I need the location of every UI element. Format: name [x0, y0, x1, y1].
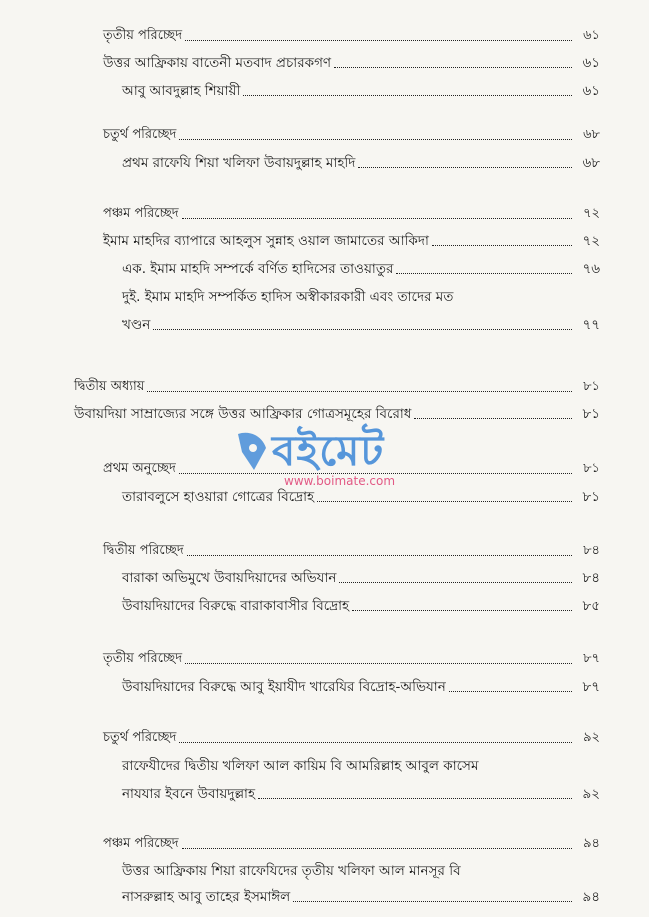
dot-leader [352, 610, 572, 611]
toc-entry [103, 27, 600, 45]
dot-leader [185, 663, 572, 664]
toc-entry-page: ৯৪ [583, 836, 600, 851]
toc-entry-title: উত্তর আফ্রিকায় বাতেনী মতবাদ প্রচারকগণ [103, 55, 332, 71]
dot-leader [153, 329, 572, 330]
toc-entry-title: নাসরুল্লাহ আবু তাহের ইসমাঈল [122, 889, 291, 905]
dot-leader [293, 901, 572, 902]
toc-entry [122, 82, 600, 100]
toc-entry-title: আবু আবদুল্লাহ শিয়ায়ী [122, 83, 241, 99]
toc-entry-page: ৮৫ [582, 598, 600, 614]
toc-entry-page: ৭২ [582, 233, 600, 249]
toc-entry-title: দ্বিতীয় পরিচ্ছেদ [103, 543, 184, 558]
toc-entry [122, 316, 600, 334]
toc-entry-page: ৬৮ [582, 155, 600, 171]
dot-leader [182, 848, 572, 849]
dot-leader [317, 501, 572, 502]
toc-entry [122, 678, 600, 696]
toc-entry-page: ৮৪ [583, 543, 600, 558]
toc-entry-title: উত্তর আফ্রিকায় শিয়া রাফেযিদের তৃতীয় খলিফা আল মানসূর বি [122, 863, 461, 879]
toc-entry-page: ৭৬ [582, 261, 600, 277]
toc-entry-page: ৬৮ [583, 127, 600, 142]
pen-nib-icon [232, 428, 272, 474]
toc-entry [122, 888, 600, 906]
toc-entry-title: এক. ইমাম মাহদি সম্পর্কে বর্ণিত হাদিসের তাওয়াতুর [122, 261, 394, 277]
toc-entry-page: ৯২ [583, 730, 600, 745]
toc-entry-title: রাফেযীদের দ্বিতীয় খলিফা আল কায়িম বি আমরিল্লাহ আবুল কাসেম [122, 758, 479, 774]
toc-entry-title: পঞ্চম পরিচ্ছেদ [103, 206, 179, 221]
watermark-logo [232, 418, 422, 498]
dot-leader [339, 582, 572, 583]
toc-entry [122, 154, 600, 172]
toc-entry-page: ৭৭ [582, 317, 600, 333]
toc-entry-title: উবায়দিয়াদের বিরুদ্ধে আবু ইয়াযীদ খারেযির বিদ্রোহ-অভিযান [122, 679, 446, 695]
dot-leader [243, 95, 572, 96]
toc-entry [103, 650, 600, 668]
dot-leader [179, 139, 572, 140]
dot-leader [179, 742, 572, 743]
toc-entry-title: খণ্ডন [122, 317, 151, 333]
toc-entry [74, 378, 600, 396]
watermark-url: www.boimate.com [284, 474, 396, 488]
toc-entry-title: বারাকা অভিমুখে উবায়দিয়াদের অভিযান [122, 570, 337, 586]
toc-entry [122, 597, 600, 615]
dot-leader [334, 67, 572, 68]
toc-entry-page: ৬১ [582, 55, 600, 71]
dot-leader [147, 391, 572, 392]
toc-entry [122, 569, 600, 587]
toc-entry-page: ৭২ [583, 206, 600, 221]
toc-entry-page: ৮১ [583, 461, 600, 476]
toc-entry-title: তারাবলুসে হাওয়ারা গোত্রের বিদ্রোহ [122, 489, 315, 505]
dot-leader [432, 245, 572, 246]
toc-entry-title: উবায়দিয়াদের বিরুদ্ধে বারাকাবাসীর বিদ্রোহ [122, 598, 350, 614]
toc-entry-title: ইমাম মাহদির ব্যাপারে আহলুস সুন্নাহ ওয়াল জামাতের আকিদা [103, 233, 429, 249]
dot-leader [258, 798, 572, 799]
toc-entry-page: ৬১ [582, 83, 600, 99]
dot-leader [185, 40, 572, 41]
toc-entry-page: ৬১ [583, 28, 600, 43]
toc-entry [103, 126, 600, 144]
toc-entry-title: প্রথম অনুচ্ছেদ [103, 461, 176, 476]
toc-entry-page: ৮৪ [582, 570, 600, 586]
toc-entry-page: ৮১ [582, 489, 600, 505]
toc-entry [103, 835, 600, 853]
toc-entry-title: দুই. ইমাম মাহদি সম্পর্কিত হাদিস অস্বীকারকারী এবং তাদের মত [122, 289, 454, 305]
dot-leader [414, 418, 572, 419]
toc-entry [103, 542, 600, 560]
toc-entry-title: নাযযার ইবনে উবায়দুল্লাহ [122, 786, 256, 802]
toc-entry-title: তৃতীয় পরিচ্ছেদ [103, 28, 183, 43]
toc-entry [103, 54, 600, 72]
dot-leader [396, 273, 572, 274]
watermark-brand: বইমেট [272, 426, 385, 475]
toc-entry [122, 260, 600, 278]
toc-entry-title: দ্বিতীয় অধ্যায় [74, 379, 145, 394]
toc-entry-page: ৯৪ [582, 889, 600, 905]
toc-entry-page: ৮১ [583, 379, 600, 394]
toc-entry [103, 205, 600, 223]
toc-entry-title: তৃতীয় পরিচ্ছেদ [103, 651, 183, 666]
toc-entry-page: ৮৭ [583, 651, 600, 666]
dot-leader [358, 167, 572, 168]
toc-entry-title: চতুর্থ পরিচ্ছেদ [103, 127, 177, 142]
toc-entry [103, 232, 600, 250]
toc-entry [122, 785, 600, 803]
toc-entry-title: চতুর্থ পরিচ্ছেদ [103, 730, 177, 745]
dot-leader [449, 691, 572, 692]
toc-entry-page: ৯২ [582, 786, 600, 802]
toc-entry-title: পঞ্চম পরিচ্ছেদ [103, 836, 179, 851]
dot-leader [182, 218, 572, 219]
toc-entry-title: উবায়দিয়া সাম্রাজ্যের সঙ্গে উত্তর আফ্রিকার গোত্রসমূহের বিরোধ [74, 406, 412, 422]
toc-entry-page: ৮১ [582, 406, 600, 422]
toc-entry-page: ৮৭ [582, 679, 600, 695]
toc-entry-title: প্রথম রাফেযি শিয়া খলিফা উবায়দুল্লাহ মাহদি [122, 155, 356, 171]
dot-leader [187, 555, 572, 556]
toc-entry [103, 729, 600, 747]
